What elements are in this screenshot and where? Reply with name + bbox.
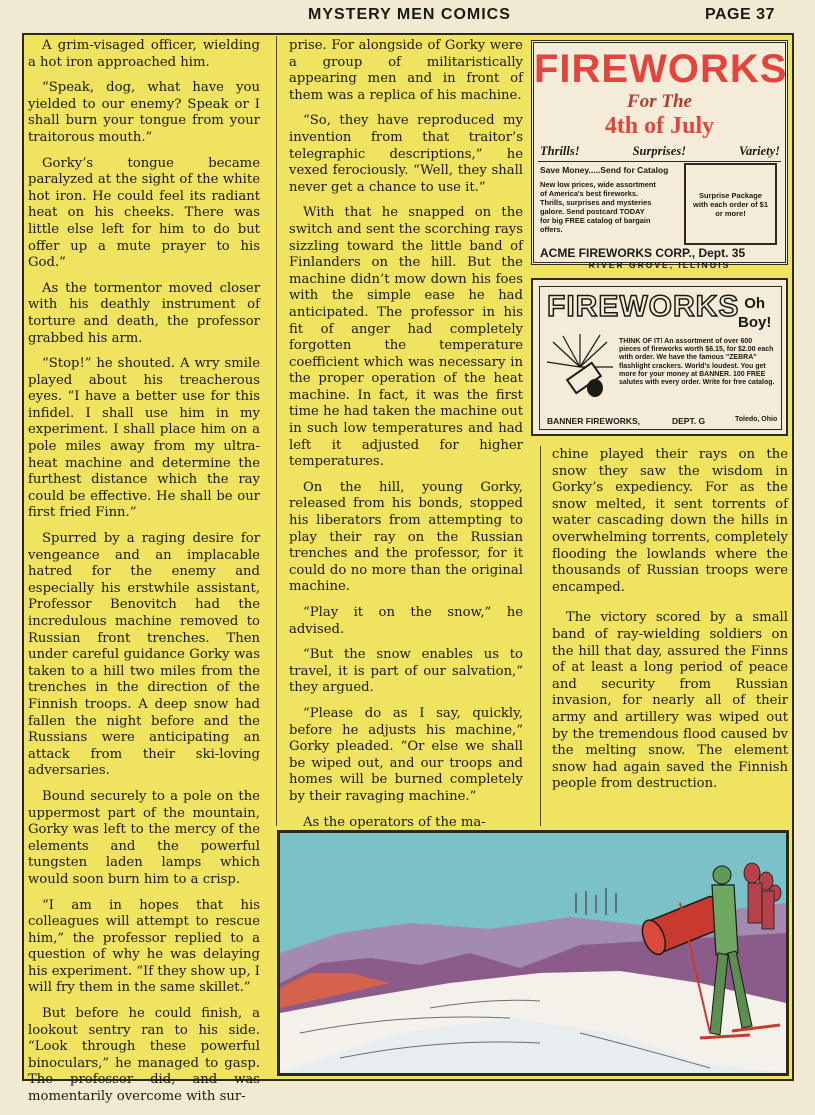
paragraph: “I am in hopes that his colleagues will attempt to rescue him,” the professor replied to a question of why he was delaying his experiment. “If they show up, I will fry them in the same skillet.” — [28, 897, 260, 996]
ad-body: THINK OF IT! An assortment of over 600 pieces of fireworks worth $6.15, for $2.00 each with order. We have the famous "ZEBRA" flashlight crackers. World's loudest. You get more for your money at BANNER. 100 FREE salutes with every order. Write for free catalog. — [619, 338, 775, 387]
paragraph: “Play it on the snow,” he advised. — [289, 605, 523, 637]
ad-taglines — [540, 144, 780, 159]
story-column-3 — [552, 447, 788, 802]
boy-text: Boy! — [738, 314, 772, 331]
paragraph: “But the snow enables us to travel, it is part of our salvation,” they argued. — [289, 647, 523, 696]
paragraph: Bound securely to a pole on the uppermost part of the mountain, Gorky was left to the mercy of the elements and the powerful tungsten laden lamps which would soon burn him to a crisp. — [28, 788, 260, 887]
paragraph: “So, they have reproduced my invention from that traitor’s telegraphic descriptions,” he vexed ferociously. “Well, they shall never get a chance to use it.” — [289, 113, 523, 195]
illustration-art — [280, 833, 786, 1073]
ad-for-the: For The — [627, 91, 692, 112]
oh-text: Oh — [744, 295, 766, 312]
ad-company: ACME FIREWORKS CORP., Dept. 35 — [540, 246, 746, 260]
paragraph: chine played their rays on the snow they saw the wisdom in Gorky’s expediency. For as the snow melted, it sent torrents of water cascading down the hills in overwhelming torrents, completely flooding the lowlands where the thousands of Russian troops were encamped. — [552, 447, 788, 595]
paragraph: prise. For alongside of Gorky were a group of militaristically appearing men and in front of them was a replica of his machine. — [289, 38, 523, 103]
acme-fireworks-ad — [531, 40, 788, 270]
paragraph: “Stop!” he shouted. A wry smile played about his treacherous eyes. “I have a better use for this infidel. I shall use him in my experiment. I shall place him on a pole miles away from my ultra-heat machine and determine the furthest distance which the ray could be effective. He shall be our first fried Finn.” — [28, 356, 260, 521]
paragraph: “Speak, dog, what have you yielded to our enemy? Speak or I shall burn your tongue from your traitorous mouth.” — [28, 80, 260, 145]
magazine-title: MYSTERY MEN COMICS — [308, 6, 511, 23]
ad-company: BANNER FIREWORKS, — [547, 416, 641, 426]
ad-headline: FIREWORKS — [547, 290, 740, 323]
story-column-1 — [28, 38, 260, 1115]
ad-headline: FIREWORKS — [534, 47, 788, 91]
paragraph: With that he snapped on the switch and sent the scorching rays sizzling toward the little band of Finlanders on the hill. But the machine didn’t mow down his foes with the simple ease he had anticipated. The professor in his fit of anger had completely forgotten the temperature coefficient which was necessary in the proper operation of the heat machine. In fact, it was the first time he had taken the machine out in such low temperatures and had left it adjusted for higher temperatures. — [289, 205, 523, 470]
firecracker-icon — [545, 332, 615, 402]
snow-battle-illustration — [277, 830, 789, 1076]
tagline: Thrills! — [540, 144, 580, 158]
paragraph: As the tormentor moved closer with his deathly instrument of torture and death, the professor grabbed his arm. — [28, 280, 260, 346]
story-column-2 — [289, 38, 523, 840]
tagline: Surprises! — [632, 144, 687, 158]
banner-fireworks-ad — [531, 278, 788, 436]
ad-dept: DEPT. G — [672, 416, 706, 426]
page-header — [0, 6, 815, 28]
paragraph: But before he could finish, a lookout sentry ran to his side. “Look through these powerful binoculars,” he managed to gasp. The professor did, and was momentarily overcome with sur- — [28, 1006, 260, 1105]
paragraph: The victory scored by a small band of ray-wielding soldiers on the hill that day, assured the Finns of at least a long period of peace and security from Russian invasion, for nearly all of their army and artillery was wiped out by the tremendous flood caused bv the melting snow. The element snow had again saved the Finnish people from destruction. — [552, 610, 788, 792]
paragraph: As the operators of the ma- — [303, 814, 486, 830]
ad-divider — [538, 161, 781, 162]
ad-date: 4th of July — [604, 113, 715, 139]
paragraph: Spurred by a raging desire for vengeance and an implacable hatred for the enemy and especially his erstwhile assistant, Professor Benovitch had the incredulous machine removed to Russian front trenches. Then under careful guidance Gorky was taken to a hill two miles from the trenches in the direction of the Finnish troops. A deep snow had fallen the night before and the Russians were anticipating an attack from their ski-loving adversaries. — [28, 531, 260, 779]
page-number: PAGE 37 — [705, 6, 775, 23]
paragraph: A grim-visaged officer, wielding a hot iron approached him. — [28, 38, 260, 70]
ad-surprise-box: Surprise Package with each order of $1 or more! — [684, 163, 777, 245]
ad-footer — [547, 416, 783, 426]
ad-description: New low prices, wide assortment of America's best fireworks. Thrills, surprises and mysteries galore. Send postcard TODAY for big FREE catalog of bargain offers. — [540, 180, 656, 234]
tagline: Variety! — [739, 144, 780, 158]
paragraph: On the hill, young Gorky, released from his bonds, stopped his liberators from attempting to play their ray on the Russian trenches and the professor, for it could do no more than the original machine. — [289, 479, 523, 595]
ad-town: Toledo, Ohio — [735, 416, 778, 423]
paragraph: “Please do as I say, quickly, before he adjusts his machine,” Gorky pleaded. “Or else we shall be wiped out, and our troops and homes will be burned completely by their ravaging machine.” — [289, 705, 523, 804]
ad-city: RIVER GROVE, ILLINOIS — [588, 260, 731, 270]
ad-oh-boy — [738, 294, 771, 332]
column-divider — [276, 36, 277, 826]
column-divider — [540, 446, 541, 826]
paragraph: Gorky’s tongue became paralyzed at the sight of the white hot iron. He could feel its radiant heat on his cheeks. There was little else left for him to do but offer up a mute prayer to his God.” — [28, 155, 260, 271]
ad-save-line: Save Money.....Send for Catalog — [540, 165, 669, 175]
